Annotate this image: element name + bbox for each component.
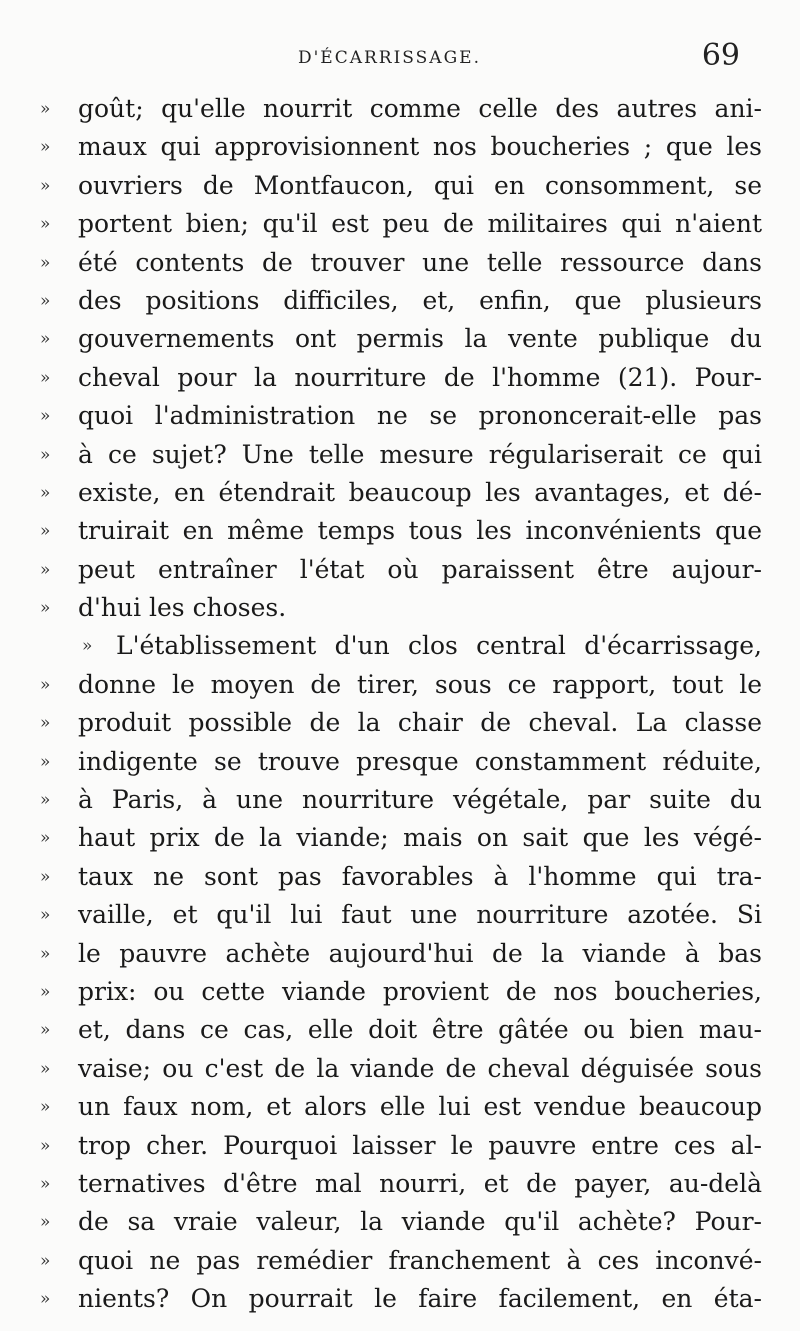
text-line <box>40 512 762 550</box>
quote-mark: » <box>40 598 51 619</box>
line-text: taux ne sont pas favorables à l'homme qui tra- <box>78 861 762 891</box>
line-text: quoi ne pas remédier franchement à ces inconvé- <box>78 1245 762 1275</box>
text-line <box>40 1011 762 1049</box>
line-text: existe, en étendrait beaucoup les avantages, et dé- <box>78 477 762 507</box>
line-text: maux qui approvisionnent nos boucheries ; que les <box>78 132 762 162</box>
quote-mark: » <box>40 1212 51 1233</box>
text-line <box>40 551 762 589</box>
quote-mark: » <box>40 674 51 695</box>
line-text: à Paris, à une nourriture végétale, par suite du <box>78 785 762 815</box>
line-text: cheval pour la nourriture de l'homme (21). Pour- <box>78 362 762 392</box>
line-text: gouvernements ont permis la vente publique du <box>78 324 762 354</box>
line-text: trop cher. Pourquoi laisser le pauvre entre ces al- <box>78 1130 762 1160</box>
quote-mark: » <box>40 751 51 772</box>
quote-mark: » <box>40 444 51 465</box>
quote-mark: » <box>40 367 51 388</box>
quote-mark: » <box>40 905 51 926</box>
body-text <box>40 90 762 1319</box>
quote-mark: » <box>40 1097 51 1118</box>
text-line <box>40 282 762 320</box>
line-text: prix: ou cette viande provient de nos boucheries, <box>78 976 762 1006</box>
text-line <box>40 90 762 128</box>
text-line <box>40 666 762 704</box>
text-line <box>40 1203 762 1241</box>
page-header <box>0 38 800 84</box>
quote-mark: » <box>40 252 51 273</box>
quote-mark: » <box>40 790 51 811</box>
line-text: goût; qu'elle nourrit comme celle des autres ani- <box>78 94 762 123</box>
quote-mark: » <box>40 406 51 427</box>
quote-mark: » <box>40 1173 51 1194</box>
quote-mark: » <box>40 713 51 734</box>
line-text: et, dans ce cas, elle doit être gâtée ou bien mau- <box>78 1015 762 1045</box>
text-line <box>40 320 762 358</box>
text-line <box>40 1242 762 1280</box>
quote-mark: » <box>40 1058 51 1079</box>
line-text: le pauvre achète aujourd'hui de la viande à bas <box>78 938 762 968</box>
text-line <box>40 1127 762 1165</box>
line-text: portent bien; qu'il est peu de militaires qui n'aient <box>78 209 762 239</box>
text-line <box>40 627 762 665</box>
line-text: donne le moyen de tirer, sous ce rapport, tout le <box>78 669 762 699</box>
quote-mark: » <box>40 482 51 503</box>
quote-mark: » <box>40 943 51 964</box>
line-text: de sa vraie valeur, la viande qu'il achète? Pour- <box>78 1207 762 1237</box>
text-line <box>40 781 762 819</box>
quote-mark: » <box>82 636 93 657</box>
quote-mark: » <box>40 175 51 196</box>
text-line <box>40 1165 762 1203</box>
line-text: vaise; ou c'est de la viande de cheval déguisée sous <box>78 1053 762 1083</box>
text-line <box>40 935 762 973</box>
text-line <box>40 819 762 857</box>
text-line <box>40 474 762 512</box>
line-text: quoi l'administration ne se prononcerait-elle pas <box>78 401 762 431</box>
quote-mark: » <box>40 290 51 311</box>
line-text: ouvriers de Montfaucon, qui en consomment, se <box>78 170 762 200</box>
text-line <box>40 896 762 934</box>
line-text: L'établissement d'un clos central d'écarrissage, <box>116 631 762 661</box>
text-line <box>40 1088 762 1126</box>
line-text: ternatives d'être mal nourri, et de payer, au-delà <box>78 1168 762 1198</box>
text-line <box>40 973 762 1011</box>
quote-mark: » <box>40 559 51 580</box>
line-text: été contents de trouver une telle ressource dans <box>78 247 762 277</box>
quote-mark: » <box>40 981 51 1002</box>
quote-mark: » <box>40 137 51 158</box>
text-line <box>40 128 762 166</box>
line-text: truirait en même temps tous les inconvénients que <box>78 516 762 546</box>
running-head: D'ÉCARRISSAGE. <box>298 48 481 68</box>
line-text: des positions difficiles, et, enfin, que plusieurs <box>78 285 762 315</box>
quote-mark: » <box>40 1250 51 1271</box>
text-line <box>40 858 762 896</box>
text-line <box>40 167 762 205</box>
quote-mark: » <box>40 866 51 887</box>
text-line <box>40 436 762 474</box>
line-text: un faux nom, et alors elle lui est vendue beaucoup <box>78 1092 762 1122</box>
line-text: peut entraîner l'état où paraissent être aujour- <box>78 554 762 584</box>
text-line <box>40 704 762 742</box>
text-line <box>40 205 762 243</box>
line-text: à ce sujet? Une telle mesure régulariserait ce qui <box>78 439 762 469</box>
line-text: nients? On pourrait le faire facilement, en éta- <box>78 1284 762 1314</box>
text-line <box>40 743 762 781</box>
quote-mark: » <box>40 1289 51 1310</box>
quote-mark: » <box>40 99 51 119</box>
quote-mark: » <box>40 521 51 542</box>
line-text: indigente se trouve presque constamment réduite, <box>78 746 762 776</box>
line-text: vaille, et qu'il lui faut une nourriture azotée. Si <box>78 900 762 930</box>
line-text: produit possible de la chair de cheval. La classe <box>78 708 762 738</box>
quote-mark: » <box>40 828 51 849</box>
line-text: haut prix de la viande; mais on sait que les végé- <box>78 823 762 853</box>
quote-mark: » <box>40 329 51 350</box>
page-number: 69 <box>701 38 740 73</box>
text-line <box>40 1280 762 1318</box>
quote-mark: » <box>40 1135 51 1156</box>
text-line <box>40 397 762 435</box>
line-text: d'hui les choses. <box>78 593 287 623</box>
quote-mark: » <box>40 1020 51 1041</box>
quote-mark: » <box>40 214 51 235</box>
text-line <box>40 244 762 282</box>
text-line <box>40 589 762 627</box>
text-line <box>40 359 762 397</box>
text-line <box>40 1050 762 1088</box>
